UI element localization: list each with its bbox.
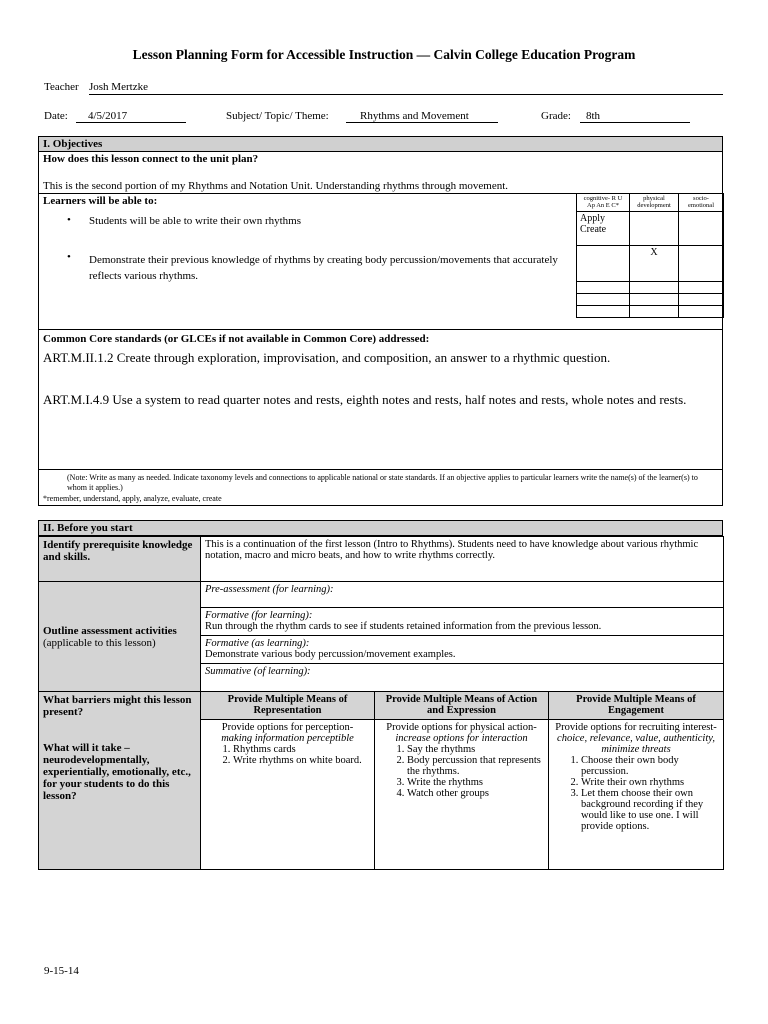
col-header-cognitive: cognitive- R U Ap An E C* [577,194,630,212]
grade-field[interactable] [580,110,690,123]
col2-head: Provide Multiple Means of Action and Expression [375,692,549,720]
footnote-text: *remember, understand, apply, analyze, evaluate, create [43,494,222,503]
col1-head: Provide Multiple Means of Representation [201,692,375,720]
barriers-q2: What will it take – neurodevelopmentally, experientially, emotionally, etc., for your students to do this lesson? [43,742,191,802]
col2-intro-italic: increase options for interaction [395,733,528,744]
standard-2[interactable]: ART.M.I.4.9 Use a system to read quarter notes and rests, eighth notes and rests, half notes and rests, whole notes and rests. [43,392,687,407]
assess-sub: (applicable to this lesson) [43,636,156,649]
col-header-physical: physical development [630,194,679,212]
col1-intro: Provide options for perception- [221,722,354,733]
grid-cell[interactable] [630,306,679,318]
pre-assessment-label[interactable]: Pre-assessment (for learning): [201,582,724,608]
teacher-label: Teacher [44,81,79,93]
summative-label[interactable]: Summative (of learning): [201,664,724,692]
objective-bullet-1: • [67,214,71,226]
objectives-heading: I. Objectives [38,136,723,152]
obj1-socio[interactable] [679,212,724,246]
prereq-label: Identify prerequisite knowledge and skills. [39,537,201,582]
connect-answer[interactable]: This is the second portion of my Rhythms and Notation Unit. Understanding rhythms through movement. [43,180,509,192]
col2-list [379,744,544,799]
grid-cell[interactable] [679,294,724,306]
engagement-cell[interactable] [549,720,724,870]
objective-1-text[interactable]: Students will be able to write their own rhythms [89,215,302,227]
grid-cell[interactable] [577,282,630,294]
grid-cell[interactable] [679,306,724,318]
formative-as-cell[interactable] [201,636,724,664]
barriers-cell [39,692,201,870]
list-item: 1. Say the rhythms [407,744,544,755]
learners-box [38,194,723,330]
list-item: 2. Write their own rhythms [581,777,719,788]
grid-cell[interactable] [630,282,679,294]
grid-cell[interactable] [630,294,679,306]
obj2-socio[interactable] [679,246,724,282]
col3-head: Provide Multiple Means of Engagement [549,692,724,720]
list-item: 4. Watch other groups [407,788,544,799]
barriers-q1: What barriers might this lesson present? [43,694,192,718]
grade-label: Grade: [541,110,571,122]
standards-box [38,330,723,470]
note-text: (Note: Write as many as needed. Indicate taxonomy levels and connections to applicable national or state standards. If an objective applies to particular learners write the name(s) of the learner(s) to whom it applies.) [67,473,698,492]
obj2-physical[interactable]: X [630,246,679,282]
date-value: 4/5/2017 [88,110,128,122]
before-table [38,536,724,870]
representation-cell[interactable] [201,720,375,870]
before-section [38,520,723,870]
taxonomy-grid [576,193,724,318]
formative-as-label: Formative (as learning): [205,638,310,649]
action-cell[interactable] [375,720,549,870]
objective-2-text[interactable]: Demonstrate their previous knowledge of rhythms by creating body percussion/movements that accurately reflects various rhythms. [89,254,558,282]
formative-for-cell[interactable] [201,608,724,636]
formative-for-label: Formative (for learning): [205,610,313,621]
objective-bullet-2: • [67,251,71,263]
teacher-value: Josh Mertzke [89,81,148,93]
date-field[interactable] [76,110,186,123]
standards-label: Common Core standards (or GLCEs if not available in Common Core) addressed: [43,333,430,345]
obj1-cognitive[interactable]: Apply Create [577,212,630,246]
connect-question: How does this lesson connect to the unit plan? [43,153,259,165]
list-item: 2. Write rhythms on white board. [233,755,370,766]
date-label: Date: [44,110,68,122]
grid-cell[interactable] [577,306,630,318]
col3-intro-italic: choice, relevance, value, authenticity, minimize threats [557,733,715,755]
assess-cell [39,582,201,692]
list-item: 3. Let them choose their own background recording if they would like to use one. I will provide options. [581,788,719,832]
col3-intro: Provide options for recruiting interest- [555,722,717,733]
grade-value: 8th [586,110,601,122]
obj2-cognitive[interactable] [577,246,630,282]
assess-label: Outline assessment activities [43,624,177,637]
learners-label: Learners will be able to: [43,195,158,207]
standard-1[interactable]: ART.M.II.1.2 Create through exploration, improvisation, and composition, an answer to a rhythmic question. [43,350,611,365]
objectives-section [38,136,723,506]
teacher-field[interactable] [89,81,723,95]
col1-list [205,744,370,766]
page-title: Lesson Planning Form for Accessible Instruction — Calvin College Education Program [132,47,636,62]
grid-cell[interactable] [679,282,724,294]
subject-label: Subject/ Topic/ Theme: [226,110,329,122]
list-item: 1. Rhythms cards [233,744,370,755]
list-item: 1. Choose their own body percussion. [581,755,719,777]
before-heading: II. Before you start [38,520,723,536]
col1-intro-italic: making information perceptible [221,733,354,744]
obj1-physical[interactable] [630,212,679,246]
prereq-text[interactable]: This is a continuation of the first lesson (Intro to Rhythms). Students need to have knowledge about various rhythmic notation, macro and micro beats, and how to write rhythms correctly. [201,537,724,582]
footer-date: 9-15-14 [44,965,79,977]
formative-as-text: Demonstrate various body percussion/movement examples. [205,649,456,660]
subject-value: Rhythms and Movement [360,110,469,122]
list-item: 3. Write the rhythms [407,777,544,788]
col2-intro: Provide options for physical action- [386,722,537,733]
unit-connection-box [38,152,723,194]
col3-list [553,755,719,832]
formative-for-text: Run through the rhythm cards to see if students retained information from the previous lesson. [205,621,602,632]
grid-cell[interactable] [577,294,630,306]
col-header-socio: socio- emotional [679,194,724,212]
list-item: 2. Body percussion that represents the rhythms. [407,755,544,777]
note-box [38,470,723,506]
subject-field[interactable] [346,110,498,123]
